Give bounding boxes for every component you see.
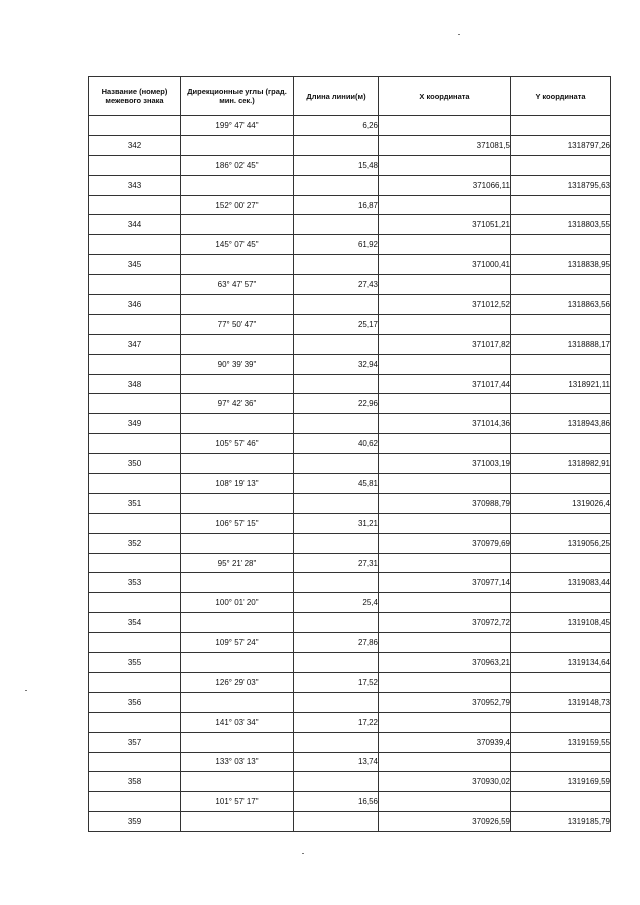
directional-angle-cell: 133° 03' 13" — [181, 752, 294, 772]
header-y-coordinate: Y координата — [511, 77, 611, 116]
directional-angle-cell — [181, 692, 294, 712]
y-coordinate-cell — [511, 314, 611, 334]
directional-angle-cell: 199° 47' 44" — [181, 116, 294, 136]
directional-angle-cell: 101° 57' 17" — [181, 792, 294, 812]
boundary-point-row — [89, 653, 611, 673]
x-coordinate-cell: 371012,52 — [379, 295, 511, 315]
mark-name-cell: 355 — [89, 653, 181, 673]
directional-angle-cell — [181, 454, 294, 474]
y-coordinate-cell — [511, 672, 611, 692]
boundary-point-row — [89, 414, 611, 434]
boundary-point-row — [89, 135, 611, 155]
mark-name-cell: 347 — [89, 334, 181, 354]
x-coordinate-cell — [379, 553, 511, 573]
line-length-cell: 61,92 — [294, 235, 379, 255]
y-coordinate-cell — [511, 593, 611, 613]
directional-angle-cell: 97° 42' 36" — [181, 394, 294, 414]
segment-row — [89, 752, 611, 772]
x-coordinate-cell: 370930,02 — [379, 772, 511, 792]
x-coordinate-cell — [379, 155, 511, 175]
line-length-cell: 6,26 — [294, 116, 379, 136]
y-coordinate-cell: 1319083,44 — [511, 573, 611, 593]
boundary-point-row — [89, 374, 611, 394]
line-length-cell: 45,81 — [294, 474, 379, 494]
segment-row — [89, 553, 611, 573]
segment-row — [89, 155, 611, 175]
segment-row — [89, 593, 611, 613]
x-coordinate-cell: 371014,36 — [379, 414, 511, 434]
x-coordinate-cell — [379, 354, 511, 374]
mark-name-cell: 350 — [89, 454, 181, 474]
mark-name-cell — [89, 553, 181, 573]
x-coordinate-cell — [379, 394, 511, 414]
x-coordinate-cell — [379, 513, 511, 533]
x-coordinate-cell — [379, 633, 511, 653]
line-length-cell: 16,87 — [294, 195, 379, 215]
x-coordinate-cell: 371066,11 — [379, 175, 511, 195]
boundary-point-row — [89, 454, 611, 474]
header-line-length: Длина линии(м) — [294, 77, 379, 116]
mark-name-cell: 351 — [89, 493, 181, 513]
segment-row — [89, 633, 611, 653]
mark-name-cell: 352 — [89, 533, 181, 553]
directional-angle-cell — [181, 573, 294, 593]
boundary-point-row — [89, 573, 611, 593]
y-coordinate-cell: 1318982,91 — [511, 454, 611, 474]
directional-angle-cell: 63° 47' 57" — [181, 275, 294, 295]
header-x-coordinate: X координата — [379, 77, 511, 116]
directional-angle-cell: 77° 50' 47" — [181, 314, 294, 334]
mark-name-cell — [89, 394, 181, 414]
y-coordinate-cell — [511, 553, 611, 573]
mark-name-cell — [89, 314, 181, 334]
boundary-point-row — [89, 772, 611, 792]
x-coordinate-cell: 370952,79 — [379, 692, 511, 712]
y-coordinate-cell: 1319169,59 — [511, 772, 611, 792]
directional-angle-cell: 108° 19' 13" — [181, 474, 294, 494]
y-coordinate-cell: 1319056,25 — [511, 533, 611, 553]
boundary-point-row — [89, 732, 611, 752]
mark-name-cell — [89, 434, 181, 454]
mark-name-cell: 357 — [89, 732, 181, 752]
directional-angle-cell — [181, 613, 294, 633]
line-length-cell — [294, 493, 379, 513]
line-length-cell — [294, 533, 379, 553]
mark-name-cell: 356 — [89, 692, 181, 712]
segment-row — [89, 235, 611, 255]
line-length-cell: 27,43 — [294, 275, 379, 295]
mark-name-cell — [89, 275, 181, 295]
segment-row — [89, 275, 611, 295]
y-coordinate-cell: 1318888,17 — [511, 334, 611, 354]
segment-row — [89, 116, 611, 136]
directional-angle-cell — [181, 653, 294, 673]
segment-row — [89, 434, 611, 454]
y-coordinate-cell: 1318921,11 — [511, 374, 611, 394]
y-coordinate-cell: 1318795,63 — [511, 175, 611, 195]
x-coordinate-cell: 370963,21 — [379, 653, 511, 673]
boundary-point-row — [89, 255, 611, 275]
mark-name-cell — [89, 116, 181, 136]
directional-angle-cell: 186° 02' 45" — [181, 155, 294, 175]
directional-angle-cell — [181, 295, 294, 315]
table-header-row — [89, 77, 611, 116]
line-length-cell — [294, 414, 379, 434]
boundary-point-row — [89, 175, 611, 195]
x-coordinate-cell — [379, 792, 511, 812]
x-coordinate-cell — [379, 712, 511, 732]
x-coordinate-cell — [379, 235, 511, 255]
line-length-cell — [294, 812, 379, 832]
line-length-cell: 17,22 — [294, 712, 379, 732]
line-length-cell — [294, 653, 379, 673]
segment-row — [89, 195, 611, 215]
boundary-point-row — [89, 295, 611, 315]
mark-name-cell — [89, 195, 181, 215]
directional-angle-cell: 100° 01' 20" — [181, 593, 294, 613]
y-coordinate-cell — [511, 513, 611, 533]
x-coordinate-cell — [379, 434, 511, 454]
x-coordinate-cell: 371051,21 — [379, 215, 511, 235]
segment-row — [89, 792, 611, 812]
line-length-cell — [294, 732, 379, 752]
y-coordinate-cell — [511, 633, 611, 653]
line-length-cell — [294, 374, 379, 394]
y-coordinate-cell: 1319148,73 — [511, 692, 611, 712]
x-coordinate-cell — [379, 474, 511, 494]
y-coordinate-cell — [511, 712, 611, 732]
line-length-cell: 16,56 — [294, 792, 379, 812]
y-coordinate-cell — [511, 474, 611, 494]
segment-row — [89, 314, 611, 334]
y-coordinate-cell: 1318863,56 — [511, 295, 611, 315]
y-coordinate-cell: 1319159,55 — [511, 732, 611, 752]
line-length-cell — [294, 692, 379, 712]
y-coordinate-cell — [511, 752, 611, 772]
directional-angle-cell — [181, 493, 294, 513]
mark-name-cell — [89, 633, 181, 653]
mark-name-cell: 346 — [89, 295, 181, 315]
directional-angle-cell: 106° 57' 15" — [181, 513, 294, 533]
line-length-cell: 25,4 — [294, 593, 379, 613]
mark-name-cell: 342 — [89, 135, 181, 155]
line-length-cell — [294, 772, 379, 792]
mark-name-cell: 354 — [89, 613, 181, 633]
directional-angle-cell: 109° 57' 24" — [181, 633, 294, 653]
directional-angle-cell — [181, 135, 294, 155]
mark-name-cell: 348 — [89, 374, 181, 394]
scan-speck — [458, 34, 460, 35]
directional-angle-cell: 95° 21' 28" — [181, 553, 294, 573]
directional-angle-cell — [181, 215, 294, 235]
y-coordinate-cell: 1318797,26 — [511, 135, 611, 155]
segment-row — [89, 474, 611, 494]
x-coordinate-cell: 371081,5 — [379, 135, 511, 155]
y-coordinate-cell: 1319185,79 — [511, 812, 611, 832]
x-coordinate-cell: 370988,79 — [379, 493, 511, 513]
line-length-cell: 27,86 — [294, 633, 379, 653]
y-coordinate-cell: 1318838,95 — [511, 255, 611, 275]
mark-name-cell: 353 — [89, 573, 181, 593]
table-body — [89, 116, 611, 832]
mark-name-cell — [89, 672, 181, 692]
mark-name-cell: 349 — [89, 414, 181, 434]
line-length-cell — [294, 454, 379, 474]
mark-name-cell — [89, 792, 181, 812]
mark-name-cell — [89, 593, 181, 613]
line-length-cell — [294, 255, 379, 275]
coordinates-table — [88, 76, 611, 832]
x-coordinate-cell — [379, 275, 511, 295]
line-length-cell — [294, 175, 379, 195]
mark-name-cell — [89, 155, 181, 175]
boundary-point-row — [89, 613, 611, 633]
boundary-point-row — [89, 215, 611, 235]
line-length-cell — [294, 613, 379, 633]
line-length-cell — [294, 573, 379, 593]
segment-row — [89, 712, 611, 732]
mark-name-cell — [89, 513, 181, 533]
x-coordinate-cell — [379, 314, 511, 334]
y-coordinate-cell: 1318803,55 — [511, 215, 611, 235]
y-coordinate-cell — [511, 792, 611, 812]
x-coordinate-cell: 371017,82 — [379, 334, 511, 354]
mark-name-cell: 343 — [89, 175, 181, 195]
mark-name-cell — [89, 235, 181, 255]
x-coordinate-cell: 371003,19 — [379, 454, 511, 474]
line-length-cell: 32,94 — [294, 354, 379, 374]
boundary-point-row — [89, 692, 611, 712]
line-length-cell: 22,96 — [294, 394, 379, 414]
y-coordinate-cell: 1319108,45 — [511, 613, 611, 633]
mark-name-cell: 345 — [89, 255, 181, 275]
directional-angle-cell: 126° 29' 03" — [181, 672, 294, 692]
mark-name-cell — [89, 712, 181, 732]
x-coordinate-cell — [379, 752, 511, 772]
boundary-point-row — [89, 493, 611, 513]
x-coordinate-cell — [379, 593, 511, 613]
directional-angle-cell — [181, 255, 294, 275]
header-boundary-mark-name: Название (номер) межевого знака — [89, 77, 181, 116]
y-coordinate-cell — [511, 155, 611, 175]
directional-angle-cell: 105° 57' 46" — [181, 434, 294, 454]
line-length-cell: 31,21 — [294, 513, 379, 533]
line-length-cell: 27,31 — [294, 553, 379, 573]
mark-name-cell — [89, 354, 181, 374]
mark-name-cell — [89, 752, 181, 772]
boundary-point-row — [89, 533, 611, 553]
directional-angle-cell: 152° 00' 27" — [181, 195, 294, 215]
directional-angle-cell: 90° 39' 39" — [181, 354, 294, 374]
line-length-cell — [294, 215, 379, 235]
scan-speck — [25, 690, 27, 691]
y-coordinate-cell — [511, 235, 611, 255]
x-coordinate-cell — [379, 195, 511, 215]
x-coordinate-cell: 370977,14 — [379, 573, 511, 593]
x-coordinate-cell: 370926,59 — [379, 812, 511, 832]
line-length-cell — [294, 334, 379, 354]
mark-name-cell: 359 — [89, 812, 181, 832]
line-length-cell: 25,17 — [294, 314, 379, 334]
x-coordinate-cell: 370979,69 — [379, 533, 511, 553]
segment-row — [89, 354, 611, 374]
y-coordinate-cell — [511, 275, 611, 295]
line-length-cell — [294, 295, 379, 315]
y-coordinate-cell — [511, 354, 611, 374]
directional-angle-cell — [181, 732, 294, 752]
directional-angle-cell — [181, 772, 294, 792]
line-length-cell: 40,62 — [294, 434, 379, 454]
directional-angle-cell — [181, 374, 294, 394]
directional-angle-cell — [181, 812, 294, 832]
directional-angle-cell: 145° 07' 45" — [181, 235, 294, 255]
x-coordinate-cell — [379, 116, 511, 136]
header-directional-angle: Дирекционные углы (град. мин. сек.) — [181, 77, 294, 116]
line-length-cell: 17,52 — [294, 672, 379, 692]
segment-row — [89, 513, 611, 533]
y-coordinate-cell — [511, 195, 611, 215]
mark-name-cell: 344 — [89, 215, 181, 235]
line-length-cell: 13,74 — [294, 752, 379, 772]
y-coordinate-cell: 1319026,4 — [511, 493, 611, 513]
y-coordinate-cell: 1319134,64 — [511, 653, 611, 673]
y-coordinate-cell — [511, 434, 611, 454]
scan-speck — [302, 853, 304, 854]
mark-name-cell: 358 — [89, 772, 181, 792]
x-coordinate-cell: 371000,41 — [379, 255, 511, 275]
directional-angle-cell: 141° 03' 34" — [181, 712, 294, 732]
directional-angle-cell — [181, 533, 294, 553]
y-coordinate-cell — [511, 394, 611, 414]
y-coordinate-cell: 1318943,86 — [511, 414, 611, 434]
x-coordinate-cell — [379, 672, 511, 692]
x-coordinate-cell: 371017,44 — [379, 374, 511, 394]
x-coordinate-cell: 370972,72 — [379, 613, 511, 633]
mark-name-cell — [89, 474, 181, 494]
segment-row — [89, 394, 611, 414]
segment-row — [89, 672, 611, 692]
directional-angle-cell — [181, 414, 294, 434]
y-coordinate-cell — [511, 116, 611, 136]
x-coordinate-cell: 370939,4 — [379, 732, 511, 752]
boundary-point-row — [89, 334, 611, 354]
line-length-cell — [294, 135, 379, 155]
directional-angle-cell — [181, 175, 294, 195]
boundary-point-row — [89, 812, 611, 832]
directional-angle-cell — [181, 334, 294, 354]
line-length-cell: 15,48 — [294, 155, 379, 175]
